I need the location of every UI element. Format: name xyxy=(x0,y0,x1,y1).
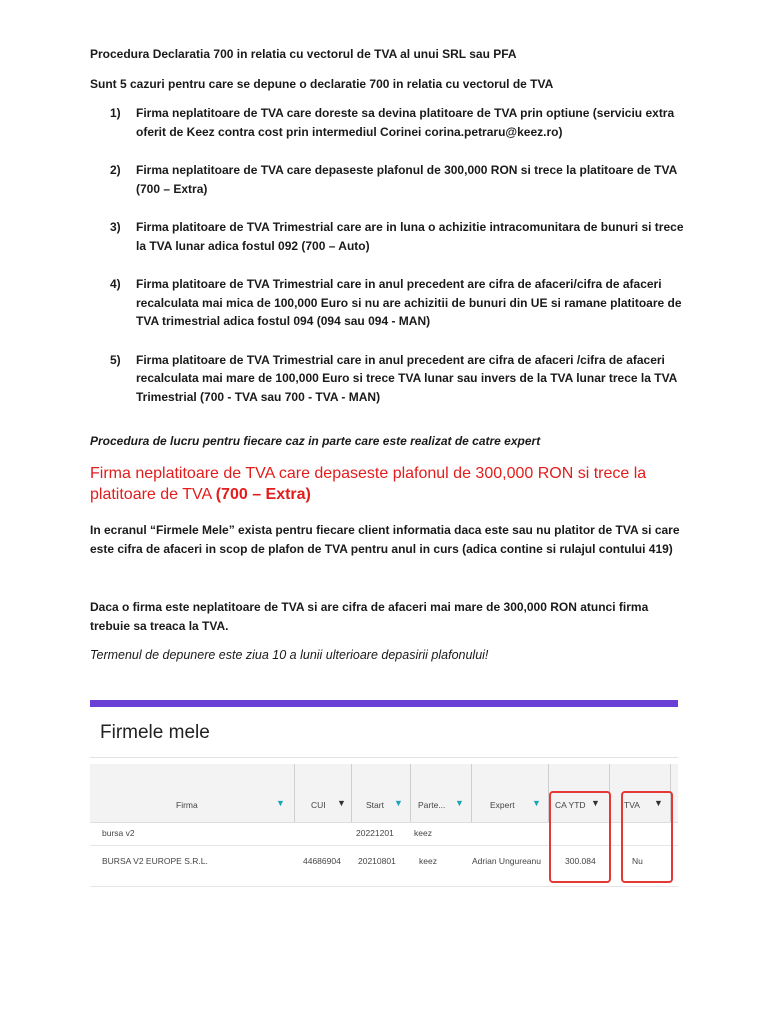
section-heading: Firma neplatitoare de TVA care depaseste plafonul de 300,000 RON si trece la platitoare de TVA (700 – Extra) xyxy=(90,465,647,503)
filter-icon[interactable]: ▼ xyxy=(394,798,403,808)
cell-partener: keez xyxy=(419,856,437,866)
column-ca-ytd[interactable]: CA YTD ▼ xyxy=(549,764,610,822)
filter-icon[interactable]: ▼ xyxy=(654,798,663,808)
firmele-mele-screenshot xyxy=(90,700,678,890)
column-start[interactable]: Start ▼ xyxy=(352,764,411,822)
filter-icon[interactable]: ▼ xyxy=(532,798,541,808)
filter-icon[interactable]: ▼ xyxy=(337,798,346,808)
column-firma[interactable]: Firma ▼ xyxy=(90,764,295,822)
case-tag: (094 sau 094 - MAN) xyxy=(316,314,431,328)
highlight-ca-ytd xyxy=(549,791,611,883)
accent-bar xyxy=(90,700,678,707)
doc-intro: Sunt 5 cazuri pentru care se depune o declaratie 700 in relatia cu vectorul de TVA xyxy=(90,77,554,91)
cell-start: 20210801 xyxy=(358,856,396,866)
highlight-tva xyxy=(621,791,673,883)
filter-icon[interactable]: ▼ xyxy=(455,798,464,808)
list-item: 2) Firma neplatitoare de TVA care depaseste plafonul de 300,000 RON si trece la platitoare de TVA (700 – Extra) xyxy=(110,163,677,196)
filter-partener[interactable]: keez xyxy=(414,828,432,838)
ecran-paragraph: In ecranul “Firmele Mele” exista pentru fiecare client informatia daca este sau nu platitor de TVA si care este cifra de afaceri in scop de plafon de TVA pentru anul in curs (adica contine si rulajul contului 419) xyxy=(90,523,680,556)
case-tag: (700 - TVA sau 700 - TVA - MAN) xyxy=(200,389,381,404)
cases-list xyxy=(110,104,690,426)
case-tag: (700 – Extra) xyxy=(136,181,208,196)
list-item: 1) Firma neplatitoare de TVA care doreste sa devina platitoare de TVA prin optiune (serviciu extra oferit de Keez contra cost prin intermediul Corinei corina.petraru@keez.ro) xyxy=(110,106,675,139)
filter-icon[interactable]: ▼ xyxy=(276,798,285,808)
cell-tva: Nu xyxy=(632,856,643,866)
termen-note: Termenul de depunere este ziua 10 a lunii ulterioare depasirii plafonului! xyxy=(90,648,489,662)
column-cui[interactable]: CUI ▼ xyxy=(295,764,352,822)
daca-paragraph: Daca o firma este neplatitoare de TVA si are cifra de afaceri mai mare de 300,000 RON atunci firma trebuie sa treaca la TVA. xyxy=(90,600,649,633)
column-expert[interactable]: Expert ▼ xyxy=(472,764,549,822)
filter-start[interactable]: 20221201 xyxy=(356,828,394,838)
cell-cui: 44686904 xyxy=(303,856,341,866)
page-title: Firmele mele xyxy=(100,722,210,743)
list-item: 3) Firma platitoare de TVA Trimestrial care are in luna o achizitie intracomunitara de bunuri si trece la TVA lunar adica fostul 092 (700 – Auto) xyxy=(110,220,684,253)
procedure-heading: Procedura de lucru pentru fiecare caz in parte care este realizat de catre expert xyxy=(90,434,541,448)
list-item: 5) Firma platitoare de TVA Trimestrial care in anul precedent are cifra de afaceri /cifra de afaceri recalculata mai mare de 100,000 Euro si trece TVA lunar sau invers de la TVA lunar trece la TVA Trimestrial (700 - TVA sau 700 - TVA - MAN) xyxy=(110,352,677,404)
list-item: 4) Firma platitoare de TVA Trimestrial care in anul precedent are cifra de afaceri/cifra de afaceri recalculata mai mica de 100,000 Euro si nu are achizitii de bunuri din UE si ramane platitoare de TVA trimestrial adica fostul 094 (094 sau 094 - MAN) xyxy=(110,277,682,328)
filter-icon[interactable]: ▼ xyxy=(591,798,600,808)
column-tva[interactable]: TVA ▼ xyxy=(610,764,671,822)
case-tag: (700 – Auto) xyxy=(301,238,370,253)
doc-title: Procedura Declaratia 700 in relatia cu vectorul de TVA al unui SRL sau PFA xyxy=(90,47,517,61)
filter-firma[interactable]: bursa v2 xyxy=(102,828,135,838)
column-partener[interactable]: Parte... ▼ xyxy=(411,764,472,822)
cell-expert: Adrian Ungureanu xyxy=(472,856,541,866)
cell-ca-ytd: 300.084 xyxy=(565,856,596,866)
cell-firma: BURSA V2 EUROPE S.R.L. xyxy=(102,856,208,866)
